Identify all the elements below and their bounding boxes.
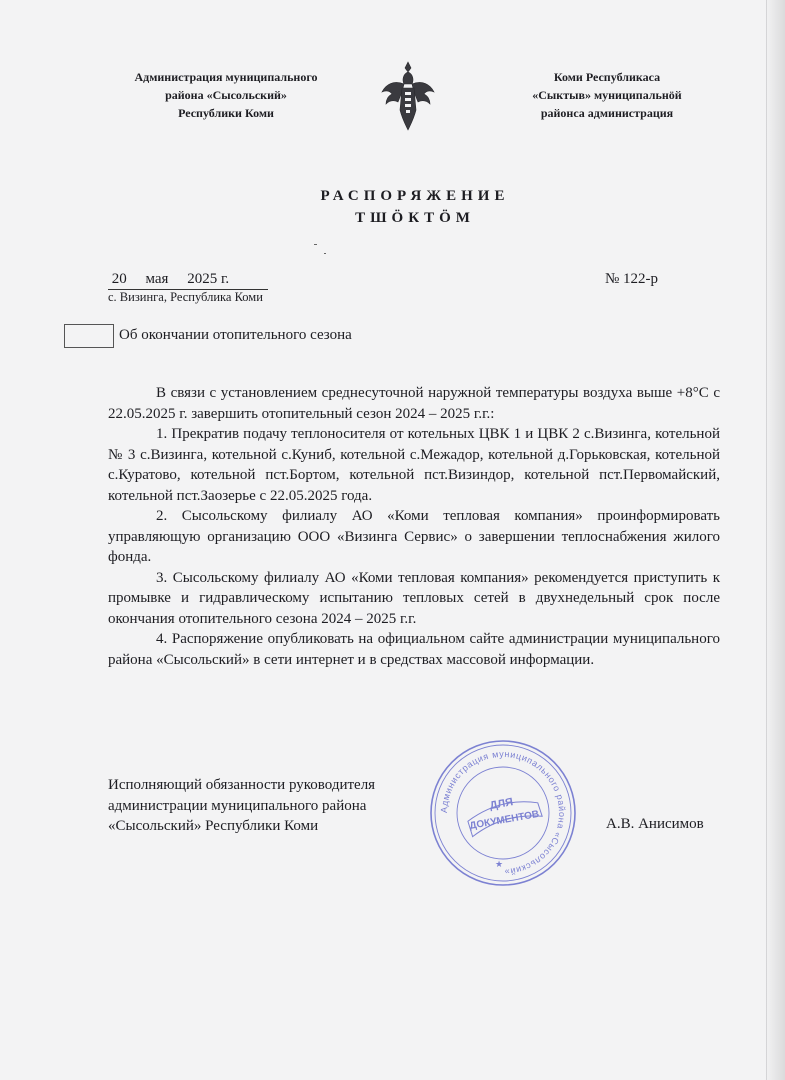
body-paragraph: 3. Сысольскому филиалу АО «Коми тепловая компания» рекомендуется приступить к промывке и гидравлическому испытанию тепловых сетей в двухнедельный срок после окончания отопительного сезона 2024 – 2025 г.г. [108, 569, 720, 627]
document-title: РАСПОРЯЖЕНИЕ [320, 188, 510, 204]
header-right-line: Коми Республикаса [553, 70, 661, 84]
signature-position [108, 775, 375, 837]
stamp-center-line-1: ДЛЯ [488, 796, 515, 813]
document-place: с. Визинга, Республика Коми [108, 290, 263, 304]
document-number: № 122-р [605, 271, 659, 287]
scan-shadow [765, 0, 785, 1080]
stamp-ring-text: Администрация муниципального района «Сысольский» [438, 748, 568, 878]
signature-line: «Сысольский» Республики Коми [108, 818, 319, 834]
signer-name: А.В. Анисимов [606, 816, 704, 832]
header-right-line: районса администрация [540, 106, 674, 120]
stamp-star-icon: ★ [494, 859, 504, 869]
body-paragraph: В связи с установлением среднесуточной наружной температуры воздуха выше +8°С с 22.05.2025 г. завершить отопительный сезон 2024 – 2025 г.г.: [108, 385, 720, 422]
header-left-line: Администрация муниципального [134, 70, 318, 84]
svg-text:Администрация муниципального р [439, 749, 567, 877]
coat-of-arms-emblem [376, 58, 440, 134]
header-left [108, 68, 344, 122]
official-stamp [429, 739, 577, 887]
header-right [494, 68, 720, 122]
signature-line: администрации муниципального района [108, 797, 367, 814]
header-left-line: района «Сысольский» [165, 88, 287, 102]
subject-box [64, 324, 114, 348]
header-left-line: Республики Коми [178, 106, 274, 120]
header-right-line: «Сыктыв» муниципальнöй [532, 88, 682, 102]
document-body [108, 383, 720, 670]
body-paragraph: 1. Прекратив подачу теплоносителя от котельных ЦВК 1 и ЦВК 2 с.Визинга, котельной № 3 с.Визинга, котельной с.Куниб, котельной с.Межадор, котельной д.Горьковская, котельной с.Куратово, котельной пст.Бортом, котельной пст.Визиндор, котельной пст.Первомайский, котельной пст.Заозерье с 22.05.2025 года. [108, 426, 720, 504]
document-date: 20 мая 2025 г. [108, 271, 230, 287]
signature-line: Исполняющий обязанности руководителя [108, 777, 376, 793]
stamp-center-line-2: ДОКУМЕНТОВ [468, 808, 541, 832]
body-paragraph: 2. Сысольскому филиалу АО «Коми тепловая компания» проинформировать управляющую организацию ООО «Визинга Сервис» о завершении теплоснабжения жилого фонда. [108, 508, 720, 565]
scan-speck [314, 244, 317, 245]
body-paragraph: 4. Распоряжение опубликовать на официальном сайте администрации муниципального района «Сысольский» в сети интернет и в средствах массовой информации. [108, 631, 720, 668]
scan-speck [324, 253, 326, 254]
document-title-komi: ТШÖКТÖМ [355, 210, 475, 226]
document-subject: Об окончании отопительного сезона [119, 327, 352, 343]
